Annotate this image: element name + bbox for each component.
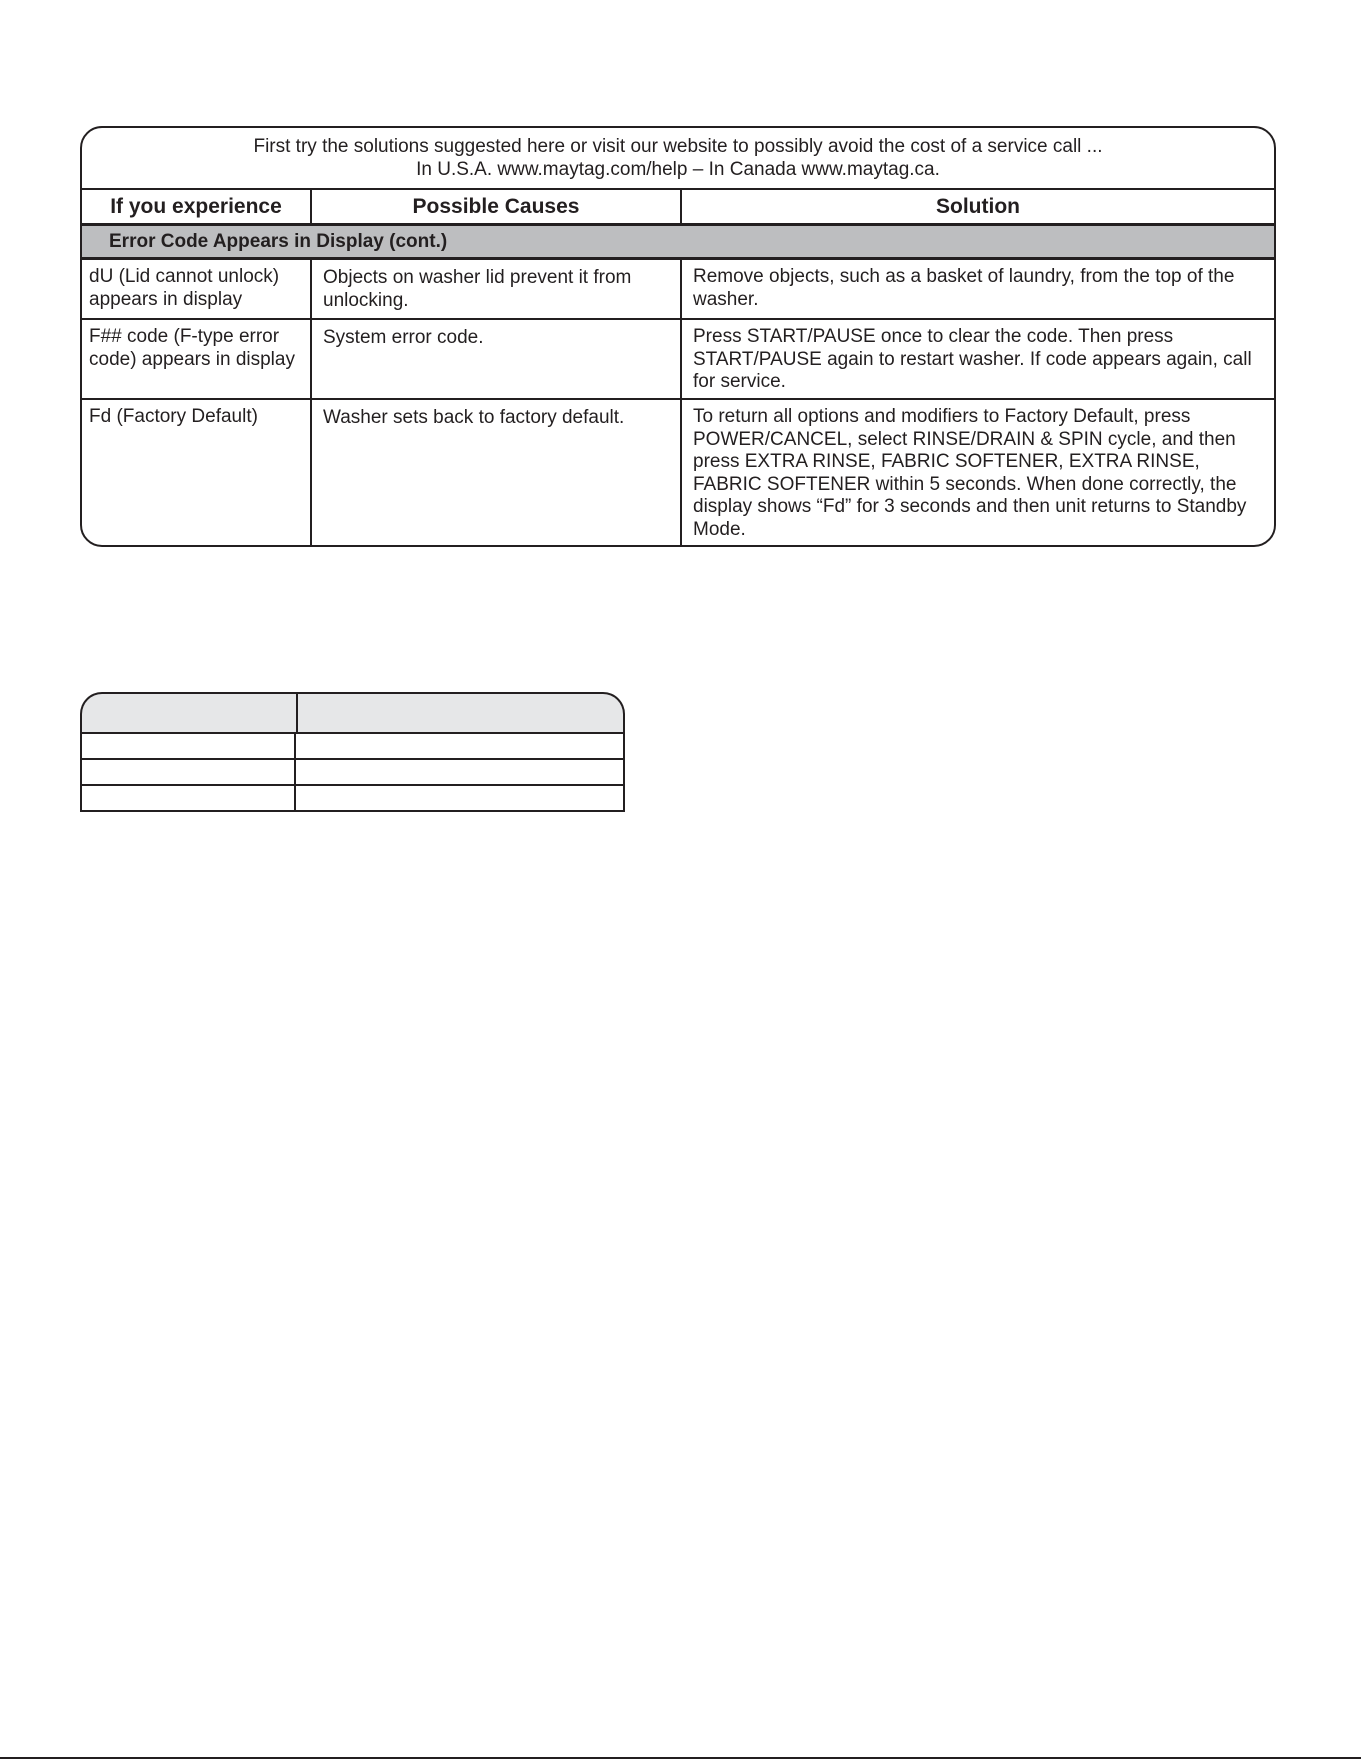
empty-cell [296,786,623,810]
empty-cell [82,734,296,758]
cell-solution: Press START/PAUSE once to clear the code. Then press START/PAUSE again to restart washer. If code appears again, call for service. [693,326,1252,392]
cell-cause: Washer sets back to factory default. [312,400,682,545]
page-bottom-rule [0,1757,1361,1759]
table-header-row [82,190,1274,226]
cell-solution: To return all options and modifiers to Factory Default, press POWER/CANCEL, select RINSE/DRAIN & SPIN cycle, and then press EXTRA RINSE, FABRIC SOFTENER, EXTRA RINSE, FABRIC SOFTENER within 5 seconds. When done correctly, the display shows “Fd” for 3 seconds and then unit returns to Standby Mode. [693,406,1247,540]
empty-cell [82,786,296,810]
cell-experience: dU (Lid cannot unlock) appears in display [82,260,312,318]
empty-table-row [82,758,623,784]
table-row [82,400,1274,545]
cell-cause: System error code. [312,320,682,398]
cell-experience: F## code (F-type error code) appears in display [82,320,312,398]
intro-note [82,128,1274,190]
header-possible-causes: Possible Causes [312,190,682,223]
empty-cell [296,760,623,784]
empty-cell [296,734,623,758]
empty-cell [82,760,296,784]
empty-table-header [80,692,625,733]
intro-line-2: In U.S.A. www.maytag.com/help – In Canada www.maytag.ca. [416,159,940,180]
empty-table [80,692,625,812]
cell-experience: Fd (Factory Default) [82,400,312,545]
header-divider [296,694,298,733]
troubleshooting-table [80,126,1276,547]
header-experience: If you experience [82,190,312,223]
section-heading: Error Code Appears in Display (cont.) [82,226,1274,260]
intro-line-1: First try the solutions suggested here or visit our website to possibly avoid the cost of a service call ... [253,136,1103,157]
cell-cause: Objects on washer lid prevent it from unlocking. [312,260,682,318]
empty-table-row [82,732,623,758]
header-solution: Solution [936,195,1020,218]
table-row [82,320,1274,400]
table-row [82,260,1274,320]
cell-solution: Remove objects, such as a basket of laundry, from the top of the washer. [693,266,1235,310]
empty-table-row [82,784,623,812]
empty-table-body [80,732,625,812]
